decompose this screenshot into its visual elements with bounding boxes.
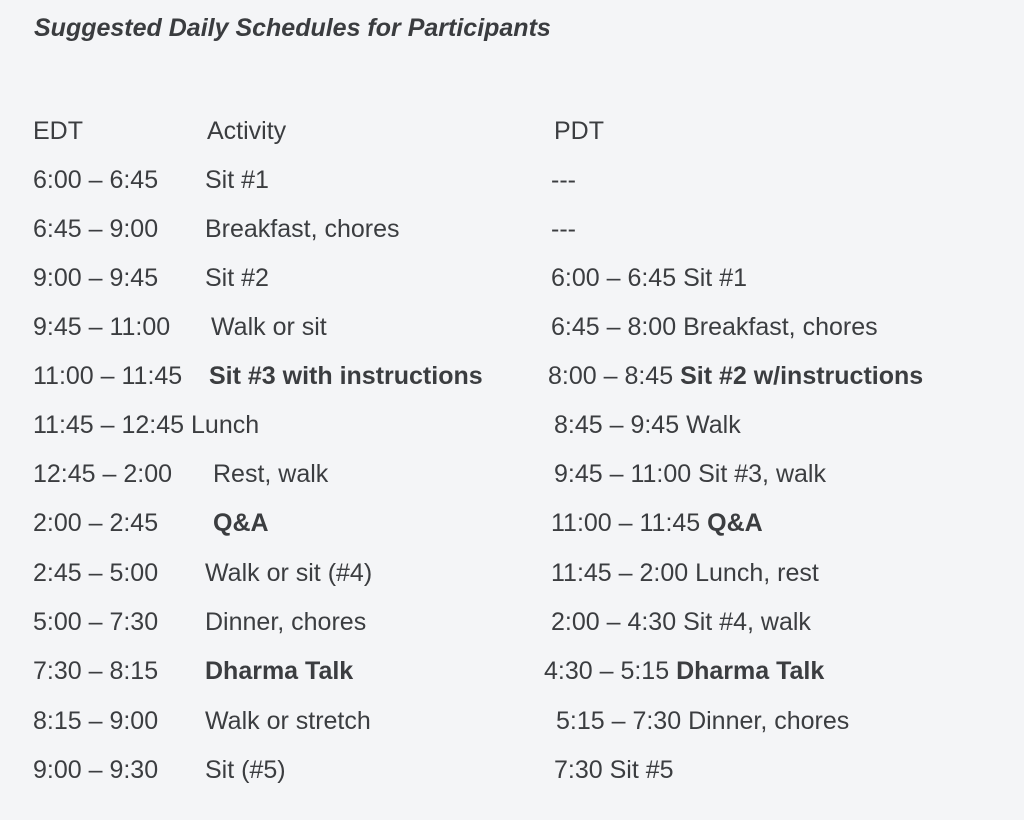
pdt-time-text: 8:00 – 8:45 bbox=[548, 362, 674, 390]
edt-activity: Walk or stretch bbox=[205, 707, 371, 735]
schedule-row bbox=[0, 454, 1024, 494]
edt-time: 9:00 – 9:30 bbox=[33, 756, 159, 784]
pdt-time-text: --- bbox=[551, 215, 576, 243]
pdt-time bbox=[551, 209, 576, 249]
pdt-activity-text: Dharma Talk bbox=[676, 657, 825, 685]
edt-time bbox=[33, 405, 259, 445]
header-activity: Activity bbox=[207, 117, 287, 145]
header-row bbox=[0, 111, 1024, 151]
pdt-time-text: 6:45 – 8:00 bbox=[551, 313, 677, 341]
pdt-time-text: --- bbox=[551, 166, 576, 194]
edt-activity: Sit #1 bbox=[205, 166, 269, 194]
edt-time: 7:30 – 8:15 bbox=[33, 657, 159, 685]
pdt-entry bbox=[556, 701, 849, 741]
edt-time: 6:00 – 6:45 bbox=[33, 166, 159, 194]
edt-activity: Dharma Talk bbox=[205, 657, 354, 685]
schedule-row bbox=[0, 602, 1024, 642]
schedule-row bbox=[0, 750, 1024, 790]
pdt-activity-text: Q&A bbox=[707, 509, 763, 537]
edt-time: 2:00 – 2:45 bbox=[33, 509, 159, 537]
pdt-entry bbox=[554, 405, 741, 445]
pdt-time bbox=[551, 160, 576, 200]
edt-time: 8:15 – 9:00 bbox=[33, 707, 159, 735]
page-title: Suggested Daily Schedules for Participants bbox=[34, 14, 551, 42]
pdt-entry bbox=[554, 750, 674, 790]
edt-activity: Rest, walk bbox=[213, 460, 329, 488]
edt-activity: Dinner, chores bbox=[205, 608, 367, 636]
pdt-time-text: 2:00 – 4:30 bbox=[551, 608, 677, 636]
edt-time: 12:45 – 2:00 bbox=[33, 460, 173, 488]
pdt-activity-text: Sit #4, walk bbox=[683, 608, 811, 636]
pdt-activity-text: Dinner, chores bbox=[688, 707, 850, 735]
schedule-row bbox=[0, 356, 1024, 396]
edt-time: 9:00 – 9:45 bbox=[33, 264, 159, 292]
pdt-entry bbox=[554, 454, 826, 494]
edt-time: 6:45 – 9:00 bbox=[33, 215, 159, 243]
pdt-time-text: 6:00 – 6:45 bbox=[551, 264, 677, 292]
pdt-time-text: 11:45 – 2:00 bbox=[551, 559, 689, 587]
pdt-activity-text: Sit #5 bbox=[609, 756, 674, 784]
schedule-row bbox=[0, 553, 1024, 593]
pdt-activity-text: Sit #3, walk bbox=[698, 460, 826, 488]
edt-activity: Q&A bbox=[213, 509, 269, 537]
edt-time: 5:00 – 7:30 bbox=[33, 608, 159, 636]
schedule-row bbox=[0, 503, 1024, 543]
edt-activity: Lunch bbox=[191, 411, 260, 439]
edt-time-text: 11:45 – 12:45 bbox=[33, 411, 185, 439]
header-pdt: PDT bbox=[554, 117, 604, 145]
edt-time: 9:45 – 11:00 bbox=[33, 313, 171, 341]
schedule-row bbox=[0, 651, 1024, 691]
edt-activity: Sit #2 bbox=[205, 264, 269, 292]
pdt-time-text: 9:45 – 11:00 bbox=[554, 460, 692, 488]
pdt-activity-text: Sit #1 bbox=[683, 264, 748, 292]
pdt-entry bbox=[551, 553, 819, 593]
pdt-time-text: 5:15 – 7:30 bbox=[556, 707, 682, 735]
schedule-row bbox=[0, 701, 1024, 741]
pdt-entry bbox=[544, 651, 824, 691]
pdt-entry bbox=[551, 503, 763, 543]
pdt-time-text: 11:00 – 11:45 bbox=[551, 509, 701, 537]
schedule-row bbox=[0, 405, 1024, 445]
pdt-activity-text: Lunch, rest bbox=[695, 559, 819, 587]
pdt-time-text: 7:30 bbox=[554, 756, 603, 784]
edt-activity: Walk or sit bbox=[211, 313, 327, 341]
pdt-entry bbox=[548, 356, 923, 396]
pdt-activity-text: Walk bbox=[686, 411, 741, 439]
pdt-entry bbox=[551, 307, 878, 347]
pdt-entry bbox=[551, 258, 747, 298]
edt-activity: Breakfast, chores bbox=[205, 215, 400, 243]
schedule-row bbox=[0, 160, 1024, 200]
pdt-activity-text: Sit #2 w/instructions bbox=[680, 362, 924, 390]
pdt-entry bbox=[551, 602, 811, 642]
edt-time: 11:00 – 11:45 bbox=[33, 362, 183, 390]
edt-time: 2:45 – 5:00 bbox=[33, 559, 159, 587]
pdt-time-text: 8:45 – 9:45 bbox=[554, 411, 680, 439]
edt-activity: Walk or sit (#4) bbox=[205, 559, 373, 587]
pdt-time-text: 4:30 – 5:15 bbox=[544, 657, 670, 685]
schedule-row bbox=[0, 209, 1024, 249]
edt-activity: Sit #3 with instructions bbox=[209, 362, 483, 390]
edt-activity: Sit (#5) bbox=[205, 756, 286, 784]
schedule-row bbox=[0, 258, 1024, 298]
header-edt: EDT bbox=[33, 117, 83, 145]
pdt-activity-text: Breakfast, chores bbox=[683, 313, 878, 341]
schedule-row bbox=[0, 307, 1024, 347]
